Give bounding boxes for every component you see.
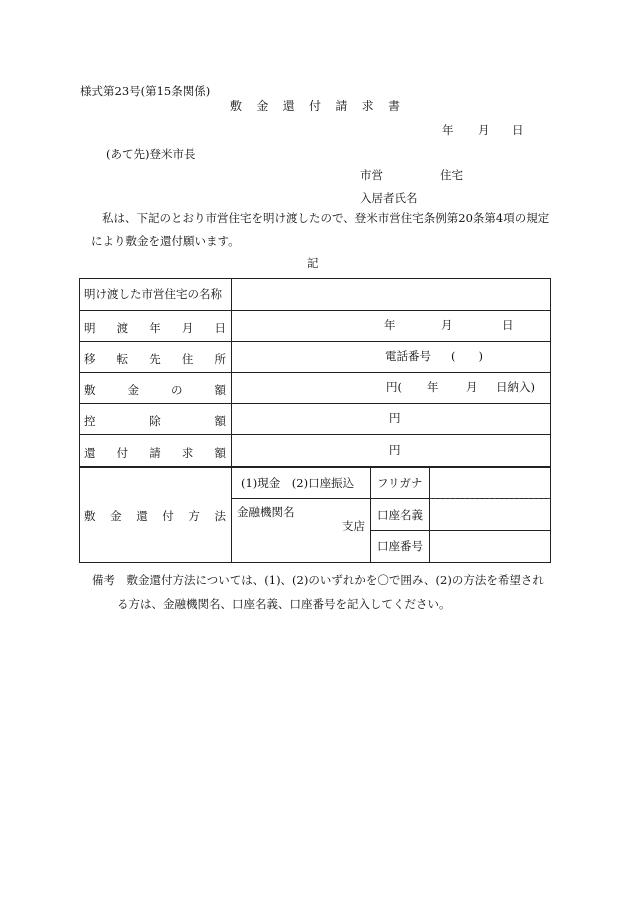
move-out-month: 月 <box>441 318 453 332</box>
bank-name-field[interactable] <box>232 499 369 561</box>
deposit-paid: 日納入) <box>496 380 535 394</box>
branch-label: 支店 <box>342 519 365 533</box>
refund-method-options[interactable]: (1)現金 (2)口座振込 <box>241 476 355 490</box>
account-number-field[interactable] <box>430 531 550 561</box>
bank-name-label: 金融機関名 <box>237 505 295 519</box>
refund-yen: 円 <box>389 443 401 457</box>
deduction-label: 控 除 額 <box>84 414 226 428</box>
deposit-month: 月 <box>466 380 478 394</box>
move-out-year: 年 <box>384 318 396 332</box>
new-address-label: 移 転 先 住 所 <box>84 352 226 366</box>
deposit-yen: 円( <box>386 380 402 394</box>
account-name-field[interactable] <box>430 499 550 530</box>
date-day[interactable]: 日 <box>512 123 524 137</box>
housing-name-label: 明け渡した市営住宅の名称 <box>84 287 222 301</box>
move-out-date-label: 明 渡 年 月 日 <box>84 321 226 335</box>
date-year[interactable]: 年 <box>442 123 454 137</box>
ki-label: 記 <box>307 256 319 270</box>
furigana-label: フリガナ <box>377 476 423 490</box>
deposit-amount-label: 敷 金 の 額 <box>84 383 226 397</box>
phone-label: 電話番号 <box>385 349 431 363</box>
account-name-label: 口座名義 <box>377 508 423 522</box>
move-out-day: 日 <box>502 318 514 332</box>
note-line1: 備考 敷金還付方法については、(1)、(2)のいずれかを〇で囲み、(2)の方法を希望され <box>92 573 544 587</box>
body-text-line1: 私は、下記のとおり市営住宅を明け渡したので、登米市営住宅条例第20条第4項の規定 <box>102 211 550 225</box>
housing-name-field[interactable] <box>232 279 550 310</box>
document-title: 敷 金 還 付 請 求 書 <box>230 99 400 113</box>
date-month[interactable]: 月 <box>478 123 490 137</box>
method-column-divider <box>370 466 371 562</box>
refund-method-label: 敷 金 還 付 方 法 <box>84 509 226 523</box>
refund-request-label: 還 付 請 求 額 <box>84 446 226 460</box>
form-number: 様式第23号(第15条関係) <box>80 84 211 98</box>
housing-prefix: 市営 <box>360 168 383 182</box>
note-line2: る方は、金融機関名、口座名義、口座番号を記入してください。 <box>117 597 451 611</box>
deposit-year: 年 <box>427 380 439 394</box>
account-number-label: 口座番号 <box>377 539 423 553</box>
body-text-line2: により敷金を還付願います。 <box>91 234 240 248</box>
refund-form-table <box>79 278 551 563</box>
furigana-field[interactable] <box>430 467 550 498</box>
addressee: (あて先)登米市長 <box>106 147 196 161</box>
deduction-yen: 円 <box>389 411 401 425</box>
housing-suffix: 住宅 <box>440 168 463 182</box>
phone-parens: ( ) <box>451 349 483 363</box>
resident-name-label: 入居者氏名 <box>360 191 418 205</box>
